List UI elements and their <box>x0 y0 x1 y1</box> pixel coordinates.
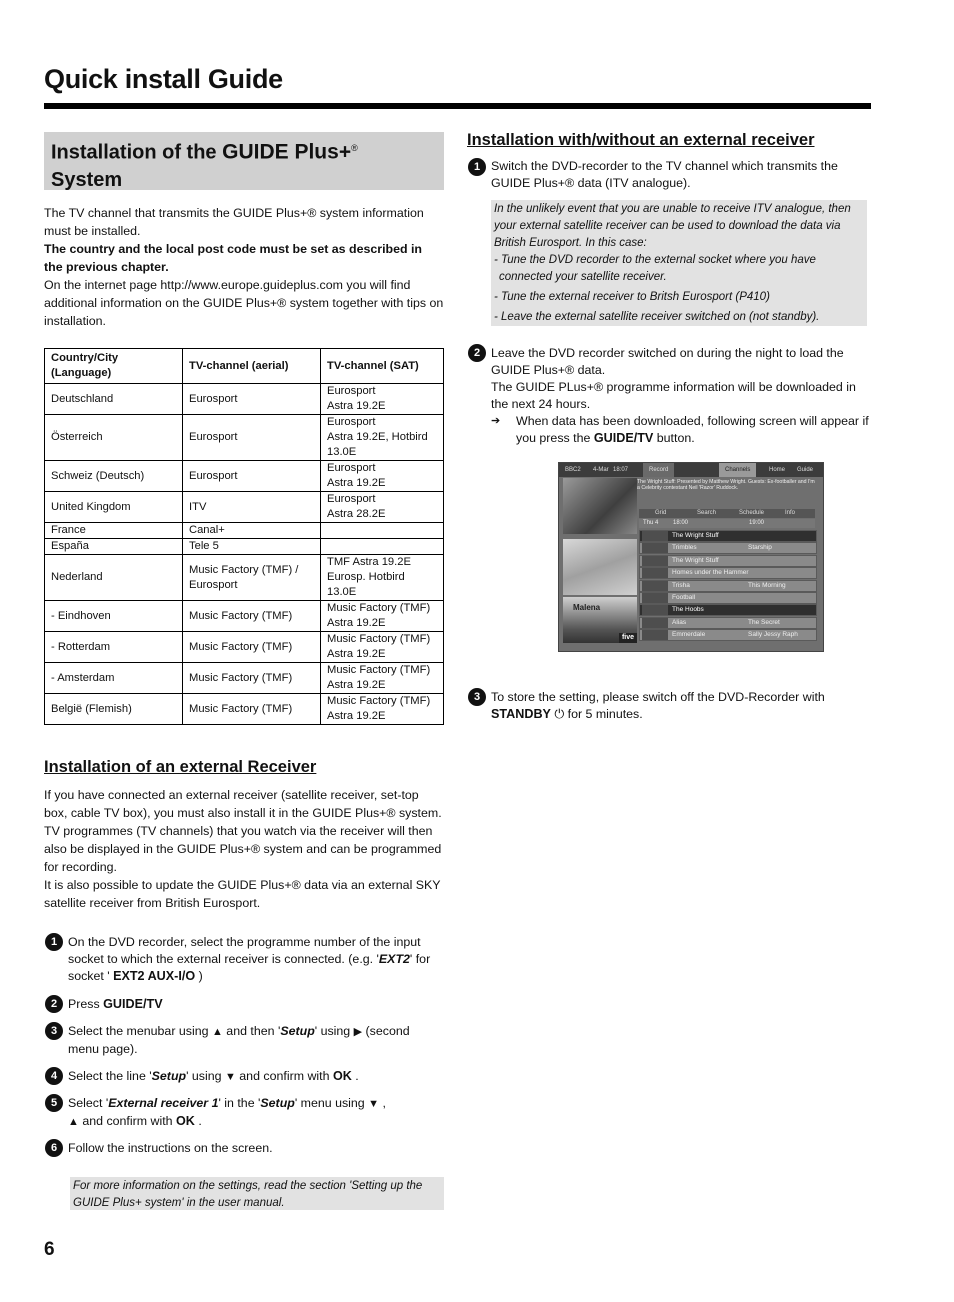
ok-key: OK <box>332 1069 352 1083</box>
down-arrow-icon: ▼ <box>368 1098 380 1110</box>
table-cell-aerial: Music Factory (TMF) <box>183 694 321 725</box>
channel-logo <box>642 543 668 553</box>
ok-key: OK <box>176 1114 195 1128</box>
table-cell-aerial: Music Factory (TMF) <box>183 601 321 632</box>
channels-tab: Channels <box>719 463 756 477</box>
down-arrow-icon: ▼ <box>224 1071 236 1083</box>
guide-section-heading <box>44 132 444 190</box>
note-bullet-2: - Tune the external receiver to Britsh Eurosport (P410) <box>494 291 770 303</box>
ext-note: For more information on the settings, read the section 'Setting up the GUIDE Plus+ system' in the user manual. <box>70 1177 444 1210</box>
text: Select ' <box>68 1096 109 1110</box>
programme-title-next: Sally Jessy Raph <box>748 631 798 639</box>
step-number-5: 5 <box>45 1094 63 1112</box>
table-cell-sat: TMF Astra 19.2E Eurosp. Hotbird 13.0E <box>321 555 444 601</box>
text: When data has been downloaded, following screen will appear if you press the <box>516 414 869 445</box>
table-cell-country: - Amsterdam <box>45 663 183 694</box>
table-row <box>45 663 444 694</box>
text: . <box>351 1069 359 1083</box>
guide-row <box>639 530 817 542</box>
table-row <box>45 555 444 601</box>
programme-photo <box>563 478 637 534</box>
home-tab: Home <box>769 467 786 473</box>
channel-logo <box>642 593 668 603</box>
ext-step-3 <box>68 1023 444 1058</box>
text: ' in the ' <box>218 1096 261 1110</box>
ext-step-2 <box>68 996 444 1013</box>
guide-row <box>639 629 817 641</box>
programme-title-next: Starship <box>748 544 772 552</box>
ext2-label: EXT2 <box>378 952 410 966</box>
table-cell-sat: Music Factory (TMF) Astra 19.2E <box>321 601 444 632</box>
column-header: Country/City (Language) <box>45 349 183 384</box>
setup-label: Setup <box>151 1069 187 1083</box>
guide-row <box>639 555 817 567</box>
date-text: 4-Mar <box>593 467 609 473</box>
guide-row <box>639 580 817 592</box>
ww-step-1: Switch the DVD-recorder to the TV channel which transmits the GUIDE Plus+® data (ITV analogue). <box>491 159 838 190</box>
channel-table <box>44 348 444 725</box>
text: (second menu page). <box>68 1024 410 1056</box>
programme-title: The Hoobs <box>672 606 704 614</box>
title-rule <box>44 103 871 109</box>
text: , <box>379 1096 386 1110</box>
step-number-6: 6 <box>45 1139 63 1157</box>
ww-step-3 <box>491 689 869 723</box>
table-cell-country: Österreich <box>45 415 183 461</box>
standby-key: STANDBY <box>491 707 551 721</box>
ext-step-1 <box>68 934 444 985</box>
setup-label: Setup <box>260 1096 295 1110</box>
table-cell-aerial: Tele 5 <box>183 539 321 555</box>
programme-title: Emmerdale <box>672 631 706 639</box>
time-bar <box>639 519 815 528</box>
external-receiver-heading: Installation of an external Receiver <box>44 758 317 776</box>
table-cell-country: Nederland <box>45 555 183 601</box>
guide-tv-key: GUIDE/TV <box>103 997 163 1011</box>
menu-search: Search <box>697 510 717 516</box>
ext-para1: If you have connected an external receiver (satellite receiver, set-top box, cable TV box), you must also install it in the GUIDE Plus+® system. TV programmes (TV channels) that you watch via the receiver will then also be displayed in the GUIDE Plus+® system and can be programmed for recording. <box>44 788 442 874</box>
step2-text-b: The GUIDE PLus+® programme information will be downloaded in the next 24 hours. <box>491 380 856 411</box>
table-row <box>45 492 444 523</box>
channel-logo <box>642 531 668 541</box>
heading-brand: GUIDE Plus+ <box>222 140 352 164</box>
text: and then ' <box>222 1024 281 1038</box>
heading-text: Installation of the <box>51 141 223 164</box>
channel-logo <box>642 556 668 566</box>
programme-title-next: This Morning <box>748 581 786 589</box>
table-cell-country: España <box>45 539 183 555</box>
guide-plus-screenshot <box>558 462 824 652</box>
guide-tv-key: GUIDE/TV <box>593 431 654 445</box>
menu-grid: Grid <box>655 510 667 516</box>
ww-step-2 <box>491 345 869 447</box>
text: To store the setting, please switch off the DVD-Recorder with <box>491 690 825 704</box>
table-cell-sat: Music Factory (TMF) Astra 19.2E <box>321 632 444 663</box>
column-header: TV-channel (aerial) <box>183 349 321 384</box>
programme-title: Homes under the Hammer <box>672 569 749 577</box>
programme-title: The Wright Stuff <box>672 532 719 539</box>
table-row <box>45 539 444 555</box>
guide-row <box>639 592 817 604</box>
text: . <box>194 1114 202 1128</box>
table-cell-sat <box>321 523 444 539</box>
table-cell-sat: Eurosport Astra 19.2E, Hotbird 13.0E <box>321 415 444 461</box>
step-number-1: 1 <box>45 933 63 951</box>
table-row <box>45 694 444 725</box>
ext-para2: It is also possible to update the GUIDE Plus+® data via an external SKY satellite receiver from British Eurosport. <box>44 878 441 910</box>
table-cell-aerial: Eurosport <box>183 384 321 415</box>
external-receiver-label: External receiver 1 <box>108 1096 219 1110</box>
guide-para1: The TV channel that transmits the GUIDE Plus+® system information must be installed. <box>44 206 424 238</box>
time-text: 18:07 <box>613 467 629 473</box>
step-number-3: 3 <box>45 1022 63 1040</box>
table-cell-aerial: ITV <box>183 492 321 523</box>
note-bullet-1: - Tune the DVD recorder to the external socket where you have connected your satellite receiver. <box>494 254 816 283</box>
text: and confirm with <box>78 1114 176 1128</box>
up-arrow-icon: ▲ <box>211 1026 223 1038</box>
arrow-right-icon: ➔ <box>491 415 501 427</box>
channel-logo <box>642 618 668 628</box>
table-row <box>45 415 444 461</box>
text: Press <box>68 997 104 1011</box>
table-row <box>45 523 444 539</box>
channel-name: BBC2 <box>565 467 581 473</box>
table-cell-country: France <box>45 523 183 539</box>
text: Select the menubar using <box>68 1024 212 1038</box>
guide-row <box>639 567 817 579</box>
table-cell-country: Schweiz (Deutsch) <box>45 461 183 492</box>
standby-icon: ⏻ for 5 minutes. <box>550 707 643 721</box>
guide-intro <box>44 204 444 330</box>
table-cell-sat: Music Factory (TMF) Astra 19.2E <box>321 694 444 725</box>
text: Select the line ' <box>68 1069 152 1083</box>
table-row <box>45 461 444 492</box>
channel-logo <box>642 630 668 640</box>
table-cell-aerial: Music Factory (TMF) <box>183 663 321 694</box>
heading-reg: ® <box>351 143 358 153</box>
with-without-heading: Installation with/without an external receiver <box>467 131 815 149</box>
menu-info: Info <box>785 510 796 516</box>
table-cell-country: - Rotterdam <box>45 632 183 663</box>
step-number-1: 1 <box>468 158 486 176</box>
note-bullet-3: - Leave the external satellite receiver switched on (not standby). <box>494 311 820 323</box>
guide-menu-bar <box>639 509 815 518</box>
guide-para2: The country and the local post code must be set as described in the previous chapter. <box>44 242 422 274</box>
time-slot-1: 18:00 <box>673 520 689 526</box>
table-cell-aerial: Canal+ <box>183 523 321 539</box>
text: ) <box>195 969 203 983</box>
text: ' using <box>314 1024 354 1038</box>
channel-logo <box>642 568 668 578</box>
programme-title-next: The Secret <box>748 618 780 626</box>
programme-title: Football <box>672 594 696 601</box>
column-header: TV-channel (SAT) <box>321 349 444 384</box>
socket-label: EXT2 AUX-I/O <box>113 969 196 983</box>
table-cell-aerial: Eurosport <box>183 415 321 461</box>
setup-label: Setup <box>280 1024 315 1038</box>
programme-title: Trimbles <box>672 544 697 552</box>
guide-top-bar <box>559 463 823 477</box>
guide-row <box>639 617 817 629</box>
table-cell-sat: Eurosport Astra 19.2E <box>321 461 444 492</box>
table-cell-country: United Kingdom <box>45 492 183 523</box>
page-number: 6 <box>44 1239 55 1260</box>
step-number-2: 2 <box>45 995 63 1013</box>
heading-line2: System <box>51 168 123 191</box>
note-intro: In the unlikely event that you are unable to receive ITV analogue, then your external satellite receiver can be used to download the data via British Eurosport. In this case: <box>494 203 851 249</box>
programme-title: Alias <box>672 618 687 626</box>
table-cell-aerial: Music Factory (TMF) <box>183 632 321 663</box>
programme-title: Trisha <box>672 581 690 589</box>
table-row <box>45 632 444 663</box>
ext-step-5 <box>68 1095 444 1131</box>
channel-logo <box>642 605 668 615</box>
table-cell-sat: Eurosport Astra 28.2E <box>321 492 444 523</box>
table-row <box>45 384 444 415</box>
text: ' using <box>186 1069 225 1083</box>
text: button. <box>653 431 695 445</box>
external-receiver-text <box>44 786 444 912</box>
ww-note <box>491 200 867 326</box>
table-row <box>45 601 444 632</box>
ext-step-4 <box>68 1068 444 1086</box>
text: On the DVD recorder, select the programme number of the input socket to which the external receiver is connected. (e.g. ' <box>68 935 421 966</box>
guide-row <box>639 542 817 554</box>
table-cell-aerial: Music Factory (TMF) / Eurosport <box>183 555 321 601</box>
time-slot-2: 19:00 <box>749 520 765 526</box>
step-number-3: 3 <box>468 688 486 706</box>
table-cell-country: België (Flemish) <box>45 694 183 725</box>
step-number-4: 4 <box>45 1067 63 1085</box>
table-cell-country: - Eindhoven <box>45 601 183 632</box>
menu-schedule: Schedule <box>739 510 765 516</box>
ext-step-6: Follow the instructions on the screen. <box>68 1141 273 1155</box>
page-title: Quick install Guide <box>44 64 283 94</box>
right-arrow-icon: ▶ <box>353 1026 363 1038</box>
table-cell-aerial: Eurosport <box>183 461 321 492</box>
table-header-row <box>45 349 444 384</box>
text: ' menu using <box>294 1096 369 1110</box>
table-cell-sat: Music Factory (TMF) Astra 19.2E <box>321 663 444 694</box>
table-cell-sat: Eurosport Astra 19.2E <box>321 384 444 415</box>
step2-text-a: Leave the DVD recorder switched on during the night to load the GUIDE Plus+® data. <box>491 346 844 377</box>
guide-row <box>639 604 817 616</box>
guide-para3: On the internet page http://www.europe.guideplus.com you will find additional information on the GUIDE Plus+® system together with tips on installation. <box>44 278 444 328</box>
channel-logo <box>642 581 668 591</box>
day-label: Thu 4 <box>643 520 659 526</box>
text: and confirm with <box>235 1069 333 1083</box>
guide-tab: Guide <box>797 467 814 473</box>
table-cell-sat <box>321 539 444 555</box>
five-logo: five <box>619 633 637 643</box>
up-arrow-icon: ▲ <box>68 1116 79 1128</box>
programme-info: The Wright Stuff: Presented by Matthew Wright. Guests: Ex-footballer and I'm a Celebrity contestant Neil 'Razor' Ruddock. <box>637 479 815 491</box>
record-tab: Record <box>643 463 674 477</box>
programme-title: The Wright Stuff <box>672 556 719 564</box>
advert-photo <box>563 539 637 595</box>
table-cell-country: Deutschland <box>45 384 183 415</box>
text: ' for socket ' <box>68 952 431 983</box>
poster-title: Malena <box>573 603 601 612</box>
step2-result <box>491 413 869 447</box>
step-number-2: 2 <box>468 344 486 362</box>
